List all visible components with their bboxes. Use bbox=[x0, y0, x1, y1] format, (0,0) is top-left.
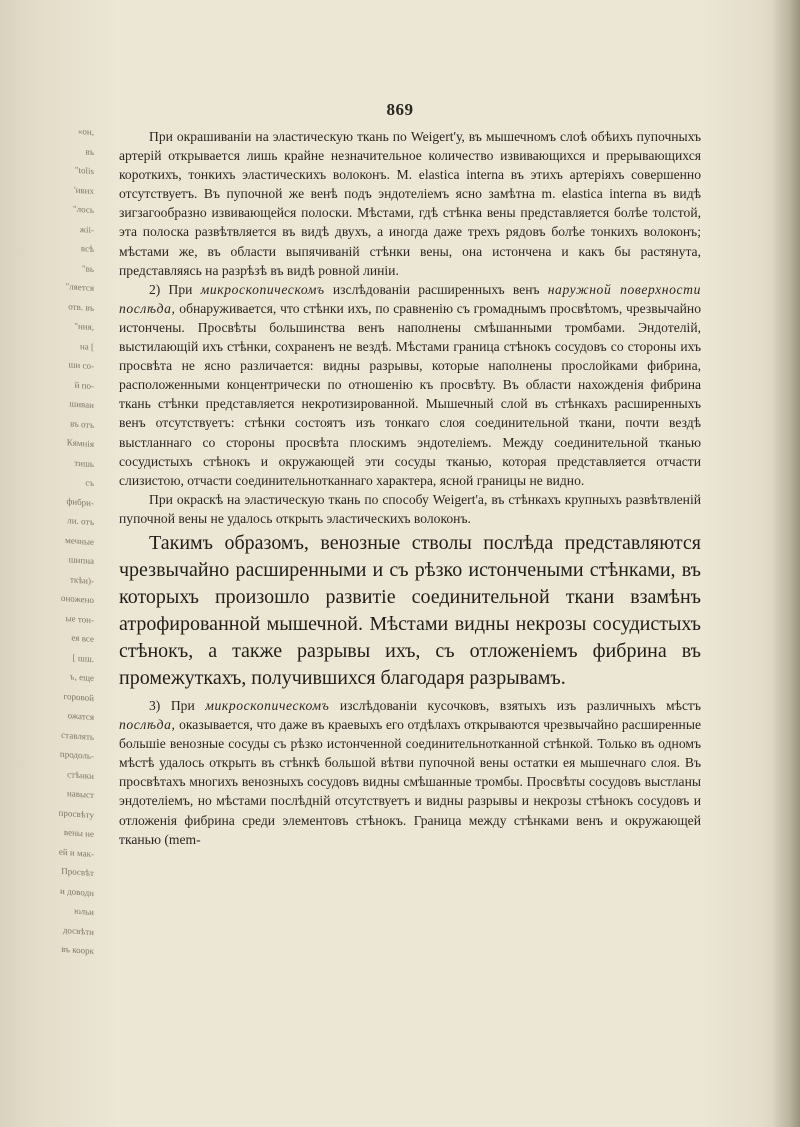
emphasis-microscopic: микроскопическомъ bbox=[200, 281, 325, 297]
paragraph-weigert-stain: При окраскѣ на эластическую ткань по способу Weigert'а, въ стѣнкахъ крупныхъ развѣтвленій пупочной вены не удалось открыть эластическихъ волоконъ. bbox=[119, 491, 701, 526]
margin-fragment: навыст bbox=[66, 788, 94, 801]
conclusion-paragraph: Такимъ образомъ, венозные стволы послѣда представляются чрезвычайно расширенными и съ рѣзко истончеными стѣнками, въ которыхъ произошло развитіе соединительной ткани взамѣнъ атрофированной мышечной. Мѣстами видны некрозы сосудистыхъ стѣнокъ, а также разрывы ихъ, съ отложеніемъ фибрина въ промежуткахъ, получившихся благодаря разрывамъ. bbox=[119, 531, 701, 689]
margin-fragment: тишь bbox=[74, 457, 94, 469]
margin-fragment: ея все bbox=[71, 632, 94, 645]
margin-fragment: ъ, еще bbox=[69, 671, 94, 684]
margin-fragment: и доводн bbox=[60, 885, 94, 898]
paragraph-lead: 3) При bbox=[149, 697, 206, 713]
margin-fragment: досвѣти bbox=[62, 924, 94, 937]
margin-fragment: "лось bbox=[73, 203, 94, 216]
margin-fragment: ткѣи)- bbox=[69, 573, 94, 586]
margin-fragment: шипна bbox=[68, 554, 94, 567]
paragraph-text: оказывается, что даже въ краевыхъ его отдѣлахъ открываются чрезвычайно расширенные большіе венозные сосуды съ рѣзко истонченной соединительнотканной стѣнкой. Только въ одномъ мѣстѣ удалось открыть въ стѣнкѣ большой вѣтви пупочной вены остатки ея мышечнаго слоя. Въ просвѣтахъ многихъ венозныхъ сосудовъ видны смѣшанные тромбы. Просвѣты сосудовъ выстланы эндотеліемъ, но мѣстами послѣдній отсутствуетъ и видны разрывы и некрозы стѣнокъ сосудовъ и отложенія фибрина среди элементовъ стѣнокъ. Граница между стѣнками венъ и окружающей тканью (mem- bbox=[119, 717, 701, 847]
margin-fragment: ши со- bbox=[68, 359, 94, 372]
margin-fragment: ставлять bbox=[61, 729, 94, 742]
margin-fragment: въ отъ bbox=[70, 417, 94, 430]
margin-fragment: юльи bbox=[74, 905, 94, 918]
margin-fragment: продоль- bbox=[59, 748, 94, 762]
margin-fragment: въ коорк bbox=[61, 943, 94, 957]
margin-fragment: ей и мак- bbox=[58, 846, 94, 859]
margin-fragment: просвѣту bbox=[58, 807, 94, 820]
margin-fragment: Просвѣт bbox=[61, 865, 94, 879]
margin-fragment: "tolis bbox=[74, 164, 94, 177]
margin-fragment: горовой bbox=[63, 690, 94, 703]
margin-fragment: фибри- bbox=[66, 495, 94, 508]
margin-fragment: вены не bbox=[63, 826, 94, 840]
margin-fragment: й по- bbox=[74, 379, 94, 391]
page-edge-shadow bbox=[772, 0, 800, 1127]
margin-fragment: на [ bbox=[79, 340, 94, 352]
margin-fragment: Кямнія bbox=[66, 437, 94, 450]
margin-fragment: [ шш. bbox=[72, 652, 94, 664]
margin-fragment: «он, bbox=[77, 125, 94, 138]
margin-fragment: шиваи bbox=[69, 398, 94, 411]
margin-fragment: отв. въ bbox=[68, 300, 94, 313]
page-text bbox=[119, 127, 701, 849]
facing-page-margin bbox=[0, 0, 100, 1127]
margin-fragment: ожатся bbox=[67, 710, 94, 723]
paragraph-lead: 2) При bbox=[149, 281, 201, 297]
paragraph-microscopic-veins bbox=[119, 280, 701, 490]
emphasis-outer-surface: наружной поверхности послѣда, bbox=[119, 281, 701, 316]
emphasis-placenta: послѣда, bbox=[119, 717, 176, 733]
paragraph-elastic-stain: При окрашиваніи на эластическую ткань по Weigert'у, въ мышечномъ слоѣ обѣихъ пупочныхъ артерій открывается лишь крайне незначительное количество извивающихся и прерывающихся короткихъ, тонкихъ эластическихъ волоконъ. M. elastica interna въ этихъ артеріяхъ совершенно отсутствуетъ. Въ пупочной же венѣ подъ эндотеліемъ ясно замѣтна m. elastica interna въ видѣ зигзагообразно извивающейся полоски. Мѣстами, гдѣ стѣнка вены представляется болѣе толстой, эта полоска развѣтвляется въ видѣ двухъ, а иногда даже трехъ рядовъ болѣе тонкихъ волоконъ; мѣстами же, въ области выпячиваній стѣнки вены, она истончена и какъ бы растянута, представляясь на разрѣзѣ въ видѣ ровной линіи. bbox=[119, 129, 701, 278]
margin-fragment: въ bbox=[85, 145, 94, 157]
margin-fragment: ли. отъ bbox=[67, 515, 94, 528]
paragraph-placenta-pieces bbox=[119, 696, 701, 849]
margin-fragment: 'ивих bbox=[73, 184, 94, 196]
margin-fragment: "вь bbox=[81, 262, 94, 274]
margin-fragment: "ния, bbox=[74, 320, 94, 333]
emphasis-microscopic: микроскопическомъ bbox=[205, 697, 330, 713]
paragraph-text: изслѣдованіи расширенныхъ венъ bbox=[324, 281, 548, 297]
margin-fragment: мечные bbox=[65, 534, 94, 547]
margin-fragment: ые тон- bbox=[65, 612, 94, 625]
paragraph-text: обнаруживается, что стѣнки ихъ, по сравненію съ громаднымъ просвѣтомъ, чрезвычайно истончены. Просвѣты большинства венъ наполнены смѣшанными тромбами. Эндотелій, выстилающій ихъ стѣнки, сохраненъ не вездѣ. Мѣстами граница стѣнокъ сосудовъ со стороны ихъ просвѣта не ясно различается: видны разрывы, которые наполнены прослойками фибрина, расположенными концентрически по отношенію къ просвѣту. Въ области нахожденія фибрина ткань стѣнки представляется некротизированной. Мышечный слой въ стѣнкахъ расширенныхъ венъ отсутствуетъ: стѣнки состоятъ изъ тонкаго слоя соединительной ткани, почти вездѣ выстланнаго со стороны просвѣта плоскимъ эндотеліемъ. Между соединительной тканью сосудистыхъ стѣнокъ и окружающей эти сосуды тканью, которая представляется отчасти слизистою, отчасти соединительнотканнаго характера, ясной границы не видно. bbox=[119, 300, 701, 488]
margin-fragment: съ bbox=[85, 477, 94, 489]
page-number: 869 bbox=[386, 100, 414, 119]
margin-fragment: "ляется bbox=[65, 281, 94, 294]
margin-fragment: всѣ bbox=[80, 243, 94, 255]
margin-fragment: жіі- bbox=[79, 223, 94, 235]
paragraph-text: изслѣдованіи кусочковъ, взятыхъ изъ различныхъ мѣстъ bbox=[329, 697, 702, 713]
margin-fragment: стѣнки bbox=[67, 768, 94, 781]
margin-fragment: оножено bbox=[60, 592, 94, 606]
